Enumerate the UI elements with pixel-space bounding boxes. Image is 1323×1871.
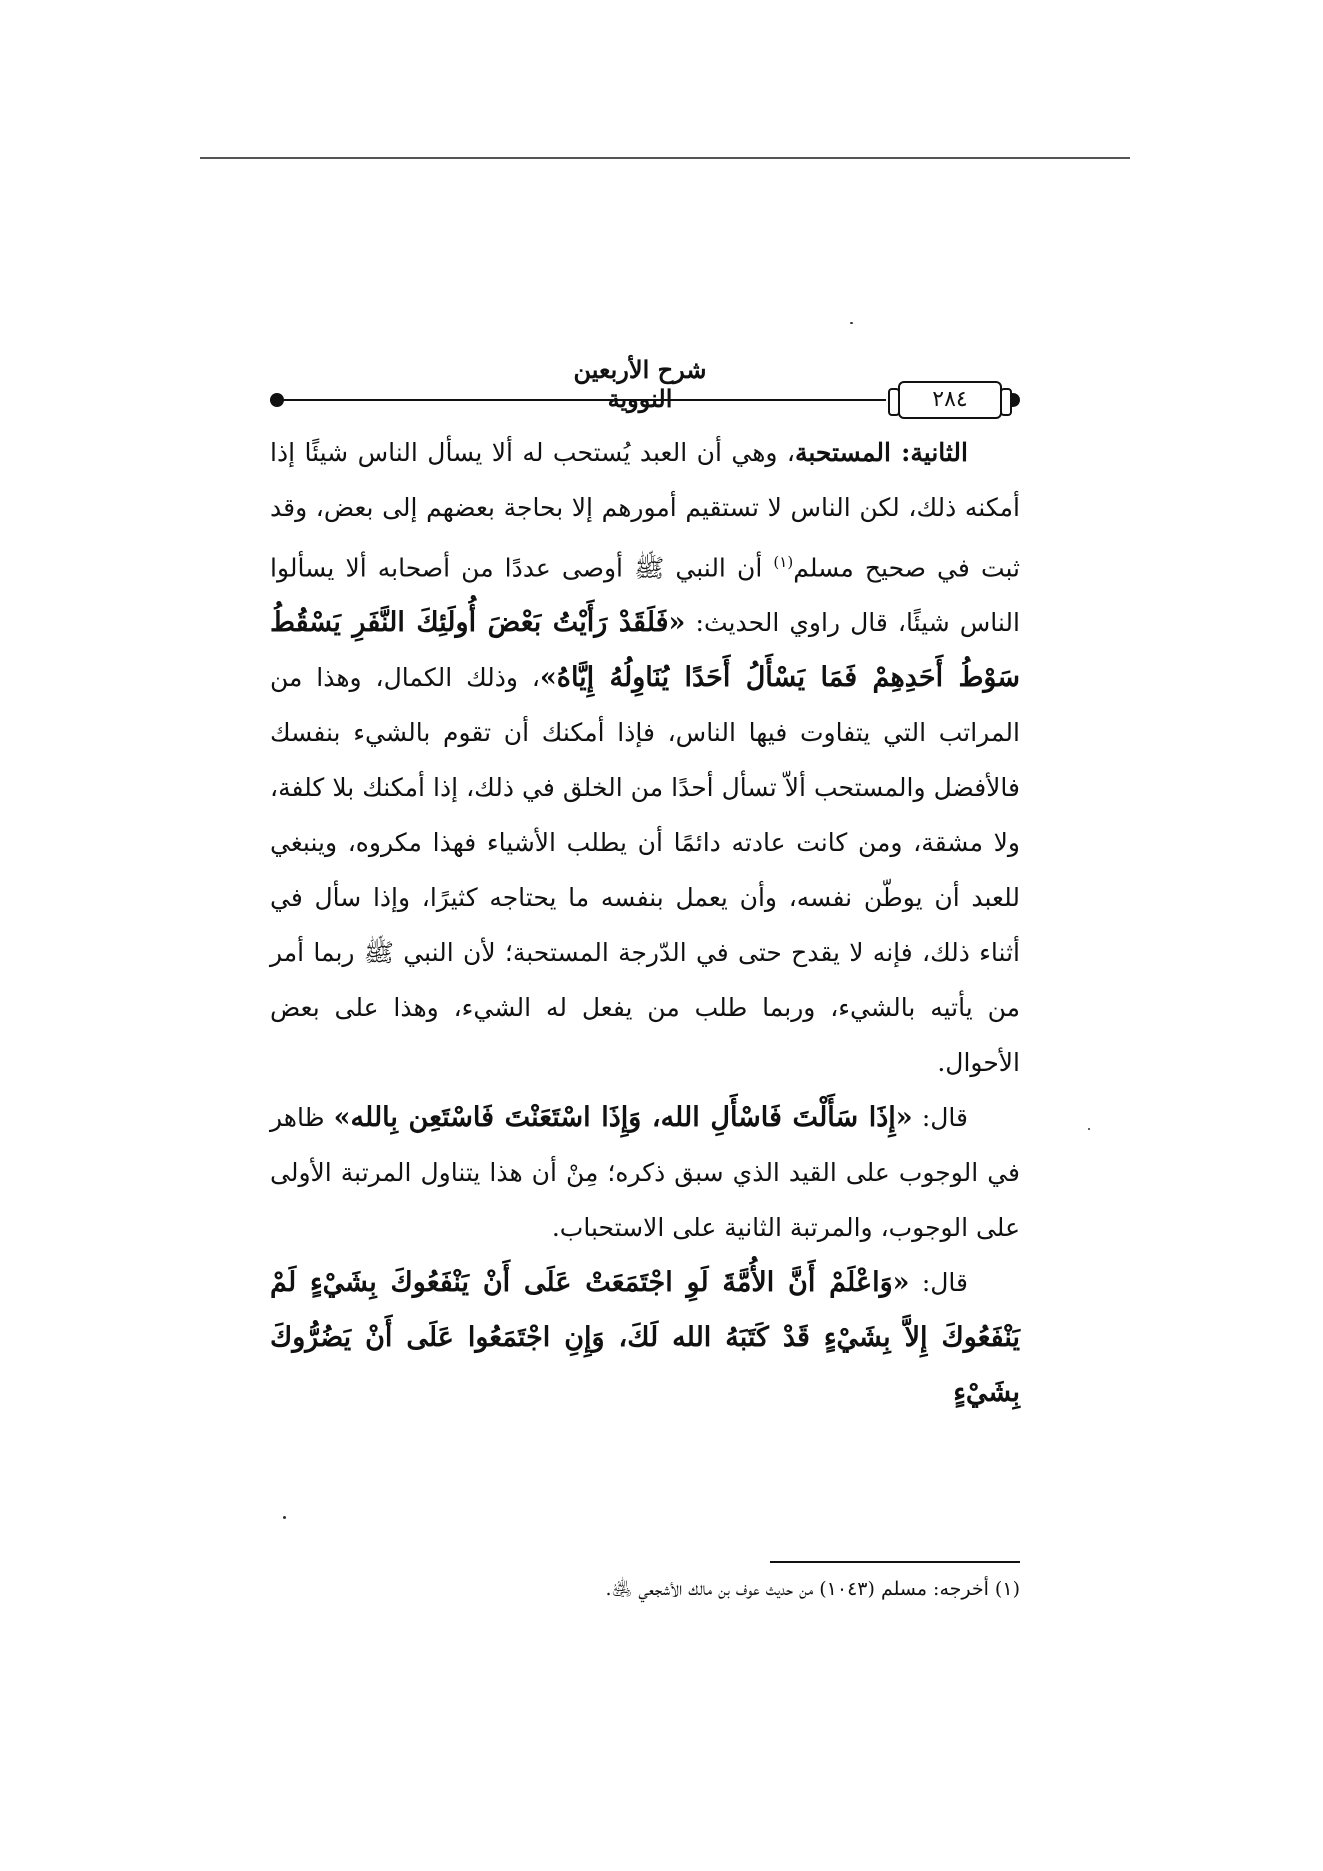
hadith-quote: «فَلَقَدْ رَأَيْتُ بَعْضَ أُولَئِكَ النَّفَرِ يَسْقُطُ سَوْطُ أَحَدِهِمْ فَمَا يَسْأَلُ أَحَدًا يُنَاوِلُهُ إِيَّاهُ» <box>270 607 1020 694</box>
book-page <box>270 355 1020 1600</box>
section-label: الثانية: المستحبة <box>794 438 969 467</box>
paragraph-lead: قال: <box>909 1268 968 1298</box>
page-number: ٢٨٤ <box>898 381 1002 419</box>
footnote-rule <box>770 1561 1020 1563</box>
scan-speck <box>283 1516 286 1519</box>
paragraph <box>270 425 1020 1090</box>
paragraph-text: أن النبي ﷺ أوصى عددًا من أصحابه ألا يسألوا الناس شيئًا، قال راوي الحديث: <box>270 553 1020 638</box>
running-title: شرح الأربعين النووية <box>573 355 707 413</box>
body-text <box>270 425 1020 1420</box>
paragraph <box>270 1255 1020 1420</box>
paragraph-lead: قال: <box>912 1103 968 1133</box>
rule-end-dot <box>270 393 284 407</box>
paragraph-text: ظاهر في الوجوب على القيد الذي سبق ذكره؛ مِنْ أن هذا يتناول المرتبة الأولى على الوجوب، والمرتبة الثانية على الاستحباب. <box>270 1103 1020 1243</box>
scan-speck <box>850 322 853 324</box>
footnote-ref[interactable]: (١) <box>773 553 794 571</box>
page-header <box>270 355 1020 415</box>
paragraph-text: ، وهي أن العبد يُستحب له ألا يسأل الناس شيئًا إذا أمكنه ذلك، لكن الناس لا تستقيم أمورهم إلا بحاجة بعضهم إلى بعض، وقد ثبت في صحيح مسلم <box>270 438 1020 583</box>
scan-speck <box>1088 1128 1090 1130</box>
paragraph-text: ، وذلك الكمال، وهذا من المراتب التي يتفاوت فيها الناس، فإذا أمكنك أن تقوم بالشيء بنفسك فالأفضل والمستحب ألاّ تسأل أحدًا من الخلق في ذلك، إذا أمكنك بلا كلفة، ولا مشقة، ومن كانت عادته دائمًا أن يطلب الأشياء فهذا مكروه، وينبغي للعبد أن يوطّن نفسه، وأن يعمل بنفسه ما يحتاجه كثيرًا، وإذا سأل في أثناء ذلك، فإنه لا يقدح حتى في الدّرجة المستحبة؛ لأن النبي ﷺ ربما أمر من يأتيه بالشيء، وربما طلب من يفعل له الشيء، وهذا على بعض الأحوال. <box>270 663 1020 1078</box>
footnote: (١) أخرجه: مسلم (١٠٤٣) من حديث عوف بن مالك الأشجعي ﵁. <box>605 1578 1020 1600</box>
hadith-quote: «إِذَا سَأَلْتَ فَاسْأَلِ الله، وَإِذَا اسْتَعَنْتَ فَاسْتَعِن بِالله» <box>333 1102 913 1134</box>
scan-top-line <box>200 157 1130 159</box>
paragraph <box>270 1090 1020 1255</box>
hadith-quote: «وَاعْلَمْ أَنَّ الأُمَّةَ لَوِ اجْتَمَعَتْ عَلَى أَنْ يَنْفَعُوكَ بِشَيْءٍ لَمْ يَنْفَعُوكَ إِلاَّ بِشَيْءٍ قَدْ كَتَبَهُ الله لَكَ، وَإِنِ اجْتَمَعُوا عَلَى أَنْ يَضُرُّوكَ بِشَيْءٍ <box>270 1267 1020 1409</box>
